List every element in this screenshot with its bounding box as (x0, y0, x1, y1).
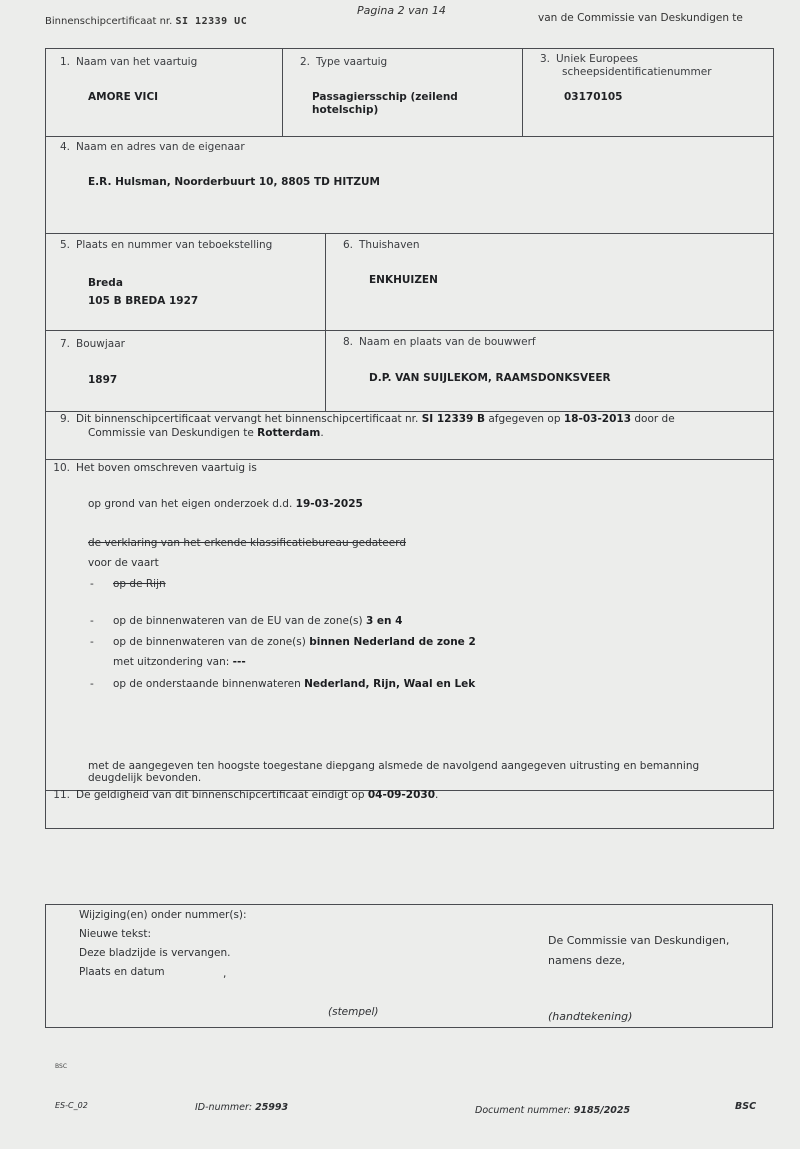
vessel-type-line2: hotelschip) (312, 104, 379, 116)
field-6-label: 6. Thuishaven (342, 239, 420, 251)
field-3-label: 3. Uniek Europees (539, 53, 638, 65)
field-2-label: 2. Type vaartuig (299, 56, 388, 68)
commission-header: van de Commissie van Deskundigen te (538, 12, 743, 24)
registration-place: Breda (88, 277, 123, 289)
closing-statement-line1: met de aangegeven ten hoogste toegestane diepgang alsmede de navolgend aangegeven uitrusting en bemanning (88, 760, 700, 772)
eu-zones: 3 en 4 (365, 615, 403, 627)
place-date-label: Plaats en datum (79, 966, 165, 978)
field-1-label: 1. Naam van het vaartuig (59, 56, 198, 68)
page-number: Pagina 2 van 14 (357, 4, 446, 17)
bsc-small-mark: BSC (55, 1063, 68, 1070)
document-number-value: 9185/2025 (573, 1105, 631, 1116)
field-9-line1: 9. Dit binnenschipcertificaat vervangt het binnenschipcertificaat nr. SI 12339 B afgegeven op 18-03-2013 door de (59, 413, 675, 425)
changes-label: Wijziging(en) onder nummer(s): (79, 909, 247, 921)
new-text-label: Nieuwe tekst: (79, 928, 152, 940)
dash-bullet: - (90, 578, 94, 590)
page-replaced-label: Deze bladzijde is vervangen. (79, 947, 231, 959)
european-vessel-id: 03170105 (564, 91, 623, 103)
home-port: ENKHUIZEN (369, 274, 438, 286)
field-5-label: 5. Plaats en nummer van teboekstelling (59, 239, 273, 251)
eu-zones-line: op de binnenwateren van de EU van de zone(s) 3 en 4 (113, 615, 403, 627)
certificate-label: Binnenschipcertificaat nr. (45, 16, 173, 27)
rhine-struck: op de Rijn (113, 578, 166, 590)
field-11-validity: 11. De geldigheid van dit binnenschipcertificaat eindigt op 04-09-2030. (53, 789, 439, 801)
id-number-value: 25993 (255, 1102, 289, 1113)
commission-sign-line2: namens deze, (548, 954, 626, 967)
replaced-certificate-city: Rotterdam (257, 427, 321, 439)
field-9-line2: Commissie van Deskundigen te Rotterdam. (88, 427, 324, 439)
registration-number: 105 B BREDA 1927 (88, 295, 199, 307)
inspection-basis: op grond van het eigen onderzoek d.d. 19-03-2025 (88, 498, 363, 510)
inspection-date: 19-03-2025 (295, 498, 363, 510)
owner-name-address: E.R. Hulsman, Noorderbuurt 10, 8805 TD HITZUM (88, 176, 380, 188)
vessel-name: AMORE VICI (88, 91, 159, 103)
vessel-type-line1: Passagiersschip (zeilend (312, 91, 458, 103)
listed-waters-line: op de onderstaande binnenwateren Nederland, Rijn, Waal en Lek (113, 678, 476, 690)
build-year: 1897 (88, 374, 118, 386)
for-sailing-label: voor de vaart (88, 557, 159, 569)
document-number: Document nummer: 9185/2025 (475, 1105, 631, 1116)
bsc-mark: BSC (735, 1101, 757, 1112)
nl-zones: binnen Nederland de zone 2 (309, 636, 476, 648)
signature-box (45, 904, 773, 1028)
commission-sign-line1: De Commissie van Deskundigen, (548, 934, 730, 947)
nl-zones-line: op de binnenwateren van de zone(s) binnen Nederland de zone 2 (113, 636, 476, 648)
dash-bullet: - (90, 636, 94, 648)
exceptions-value: --- (232, 656, 246, 668)
signature-label: (handtekening) (548, 1010, 633, 1023)
dash-bullet: - (90, 615, 94, 627)
certificate-form (45, 48, 774, 829)
closing-statement-line2: deugdelijk bevonden. (88, 772, 202, 784)
exceptions-line: met uitzondering van: --- (113, 656, 246, 668)
id-number: ID-nummer: 25993 (195, 1102, 289, 1113)
field-7-label: 7. Bouwjaar (59, 338, 125, 350)
field-4-label: 4. Naam en adres van de eigenaar (59, 141, 245, 153)
certificate-number: SI 12339 UC (175, 16, 248, 27)
dash-bullet: - (90, 678, 94, 690)
field-10-intro: 10. Het boven omschreven vaartuig is (53, 462, 257, 474)
listed-waters: Nederland, Rijn, Waal en Lek (304, 678, 476, 690)
shipyard: D.P. VAN SUIJLEKOM, RAAMSDONKSVEER (369, 372, 611, 384)
certificate-number-header (45, 16, 247, 27)
validity-end-date: 04-09-2030 (367, 789, 436, 801)
stamp-label: (stempel) (328, 1006, 379, 1018)
replaced-certificate-number: SI 12339 B (421, 413, 486, 425)
form-code: ES-C_02 (55, 1101, 88, 1110)
replaced-certificate-date: 18-03-2013 (563, 413, 632, 425)
place-date-comma: , (223, 968, 227, 980)
classification-declaration-struck: de verklaring van het erkende klassificatiebureau gedateerd (88, 537, 407, 549)
field-8-label: 8. Naam en plaats van de bouwwerf (342, 336, 536, 348)
field-3-label-line2: scheepsidentificatienummer (562, 66, 712, 78)
